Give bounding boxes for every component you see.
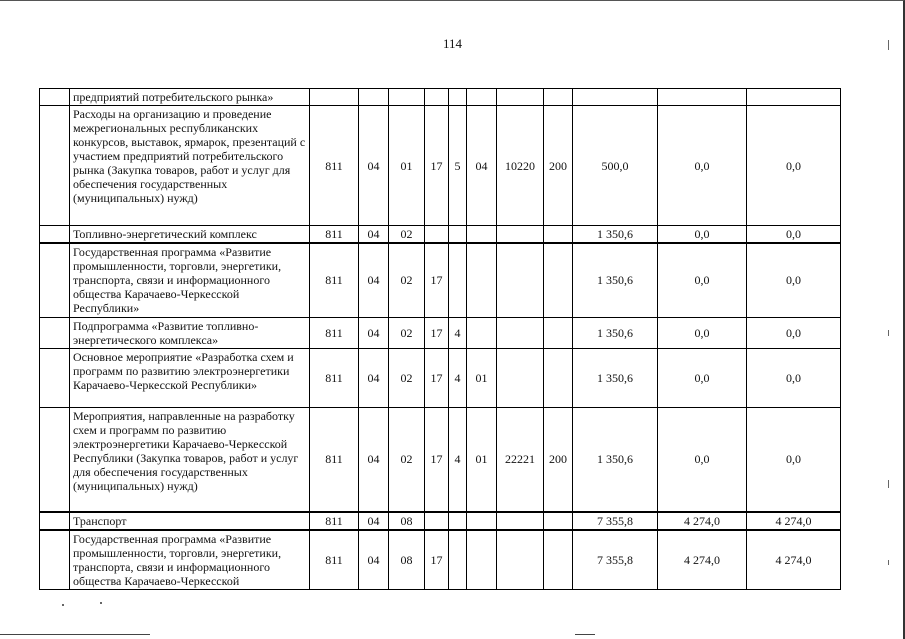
row-marker-cell — [40, 243, 70, 317]
vr-cell: 200 — [544, 106, 573, 226]
table-row — [40, 89, 841, 106]
row-name-cell: Топливно-энергетический комплекс — [70, 226, 310, 244]
row-name-cell: предприятий потребительского рынка» — [70, 89, 310, 106]
table-row — [40, 530, 841, 590]
direction-cell — [497, 317, 544, 348]
pr-cell: 02 — [389, 317, 425, 348]
sum-year2-cell — [658, 89, 747, 106]
activity-cell — [467, 512, 497, 530]
program-cell: 17 — [425, 348, 449, 407]
program-cell: 17 — [425, 530, 449, 590]
row-name-cell: Расходы на организацию и проведение межрегиональных республиканских конкурсов, выставок, ярмарок, презентаций с участием предприятий потребительского рынка (Закупка товаров, работ и услуг для обеспечения государственных (муниципальных) нужд) — [70, 106, 310, 226]
budget-table — [39, 88, 841, 590]
pr-cell: 02 — [389, 407, 425, 512]
table-row — [40, 226, 841, 244]
sum-year1-cell: 1 350,6 — [573, 407, 658, 512]
sum-year3-cell: 4 274,0 — [747, 530, 841, 590]
sum-year3-cell: 4 274,0 — [747, 512, 841, 530]
sum-year3-cell: 0,0 — [747, 348, 841, 407]
row-marker-cell — [40, 530, 70, 590]
rz-cell: 04 — [359, 512, 389, 530]
row-marker-cell — [40, 348, 70, 407]
program-cell — [425, 226, 449, 244]
row-name-cell: Подпрограмма «Развитие топливно-энергетического комплекса» — [70, 317, 310, 348]
direction-cell: 22221 — [497, 407, 544, 512]
sum-year1-cell: 1 350,6 — [573, 226, 658, 244]
sum-year2-cell: 0,0 — [658, 348, 747, 407]
ved-cell: 811 — [310, 530, 359, 590]
sum-year3-cell: 0,0 — [747, 407, 841, 512]
table-row — [40, 243, 841, 317]
ved-cell: 811 — [310, 106, 359, 226]
rz-cell: 04 — [359, 530, 389, 590]
subprogram-cell: 5 — [449, 106, 467, 226]
ved-cell: 811 — [310, 226, 359, 244]
rz-cell: 04 — [359, 226, 389, 244]
scan-mark — [888, 330, 889, 336]
sum-year2-cell: 4 274,0 — [658, 512, 747, 530]
sum-year1-cell: 1 350,6 — [573, 317, 658, 348]
scan-mark — [888, 40, 889, 50]
pr-cell: 02 — [389, 226, 425, 244]
row-marker-cell — [40, 317, 70, 348]
program-cell: 17 — [425, 317, 449, 348]
sum-year1-cell: 7 355,8 — [573, 530, 658, 590]
pr-cell: 08 — [389, 530, 425, 590]
sum-year1-cell — [573, 89, 658, 106]
sum-year2-cell: 0,0 — [658, 317, 747, 348]
vr-cell — [544, 226, 573, 244]
row-marker-cell — [40, 106, 70, 226]
pr-cell: 02 — [389, 243, 425, 317]
scan-mark — [62, 604, 64, 606]
activity-cell: 01 — [467, 407, 497, 512]
sum-year3-cell — [747, 89, 841, 106]
program-cell: 17 — [425, 106, 449, 226]
direction-cell — [497, 226, 544, 244]
direction-cell: 10220 — [497, 106, 544, 226]
sum-year3-cell: 0,0 — [747, 317, 841, 348]
sum-year2-cell: 0,0 — [658, 106, 747, 226]
scan-mark — [888, 560, 889, 565]
table-row — [40, 317, 841, 348]
rz-cell: 04 — [359, 348, 389, 407]
table-row — [40, 512, 841, 530]
rz-cell: 04 — [359, 407, 389, 512]
subprogram-cell: 4 — [449, 348, 467, 407]
vr-cell — [544, 348, 573, 407]
program-cell — [425, 89, 449, 106]
ved-cell: 811 — [310, 243, 359, 317]
ved-cell: 811 — [310, 407, 359, 512]
row-name-cell: Государственная программа «Развитие промышленности, торговли, энергетики, транспорта, связи и информационного общества Карачаево-Черкесской Республики» — [70, 243, 310, 317]
subprogram-cell: 4 — [449, 407, 467, 512]
table-row — [40, 348, 841, 407]
vr-cell — [544, 530, 573, 590]
program-cell — [425, 512, 449, 530]
row-name-cell: Транспорт — [70, 512, 310, 530]
sum-year1-cell: 1 350,6 — [573, 348, 658, 407]
activity-cell — [467, 243, 497, 317]
row-marker-cell — [40, 512, 70, 530]
sum-year1-cell: 500,0 — [573, 106, 658, 226]
ved-cell: 811 — [310, 317, 359, 348]
sum-year3-cell: 0,0 — [747, 243, 841, 317]
scan-bottom-rule — [575, 634, 595, 635]
activity-cell: 01 — [467, 348, 497, 407]
program-cell: 17 — [425, 243, 449, 317]
activity-cell — [467, 89, 497, 106]
vr-cell — [544, 89, 573, 106]
sum-year2-cell: 0,0 — [658, 243, 747, 317]
scan-mark — [100, 602, 102, 604]
activity-cell: 04 — [467, 106, 497, 226]
subprogram-cell — [449, 512, 467, 530]
subprogram-cell — [449, 530, 467, 590]
sum-year1-cell: 1 350,6 — [573, 243, 658, 317]
subprogram-cell: 4 — [449, 317, 467, 348]
sum-year1-cell: 7 355,8 — [573, 512, 658, 530]
direction-cell — [497, 512, 544, 530]
program-cell: 17 — [425, 407, 449, 512]
table-row — [40, 106, 841, 226]
rz-cell: 04 — [359, 243, 389, 317]
sum-year3-cell: 0,0 — [747, 226, 841, 244]
subprogram-cell — [449, 243, 467, 317]
pr-cell — [389, 89, 425, 106]
page-number: 114 — [442, 36, 463, 51]
activity-cell — [467, 530, 497, 590]
activity-cell — [467, 226, 497, 244]
vr-cell — [544, 512, 573, 530]
vr-cell: 200 — [544, 407, 573, 512]
rz-cell — [359, 89, 389, 106]
sum-year2-cell: 0,0 — [658, 407, 747, 512]
sum-year3-cell: 0,0 — [747, 106, 841, 226]
row-marker-cell — [40, 407, 70, 512]
row-name-cell: Основное мероприятие «Разработка схем и программ по развитию электроэнергетики Карачаево-Черкесской Республики» — [70, 348, 310, 407]
pr-cell: 01 — [389, 106, 425, 226]
direction-cell — [497, 530, 544, 590]
direction-cell — [497, 348, 544, 407]
sum-year2-cell: 4 274,0 — [658, 530, 747, 590]
direction-cell — [497, 89, 544, 106]
ved-cell — [310, 89, 359, 106]
row-marker-cell — [40, 89, 70, 106]
row-name-cell: Мероприятия, направленные на разработку схем и программ по развитию электроэнергетики Карачаево-Черкесской Республики (Закупка товаров, работ и услуг для обеспечения государственных (муниципальных) нужд) — [70, 407, 310, 512]
rz-cell: 04 — [359, 317, 389, 348]
ved-cell: 811 — [310, 512, 359, 530]
sum-year2-cell: 0,0 — [658, 226, 747, 244]
rz-cell: 04 — [359, 106, 389, 226]
vr-cell — [544, 317, 573, 348]
table-row — [40, 407, 841, 512]
scan-mark — [888, 480, 889, 488]
vr-cell — [544, 243, 573, 317]
row-marker-cell — [40, 226, 70, 244]
pr-cell: 08 — [389, 512, 425, 530]
subprogram-cell — [449, 89, 467, 106]
row-name-cell: Государственная программа «Развитие промышленности, торговли, энергетики, транспорта, связи и информационного общества Карачаево-Черкесской — [70, 530, 310, 590]
pr-cell: 02 — [389, 348, 425, 407]
subprogram-cell — [449, 226, 467, 244]
direction-cell — [497, 243, 544, 317]
ved-cell: 811 — [310, 348, 359, 407]
activity-cell — [467, 317, 497, 348]
scan-bottom-rule — [0, 634, 150, 635]
